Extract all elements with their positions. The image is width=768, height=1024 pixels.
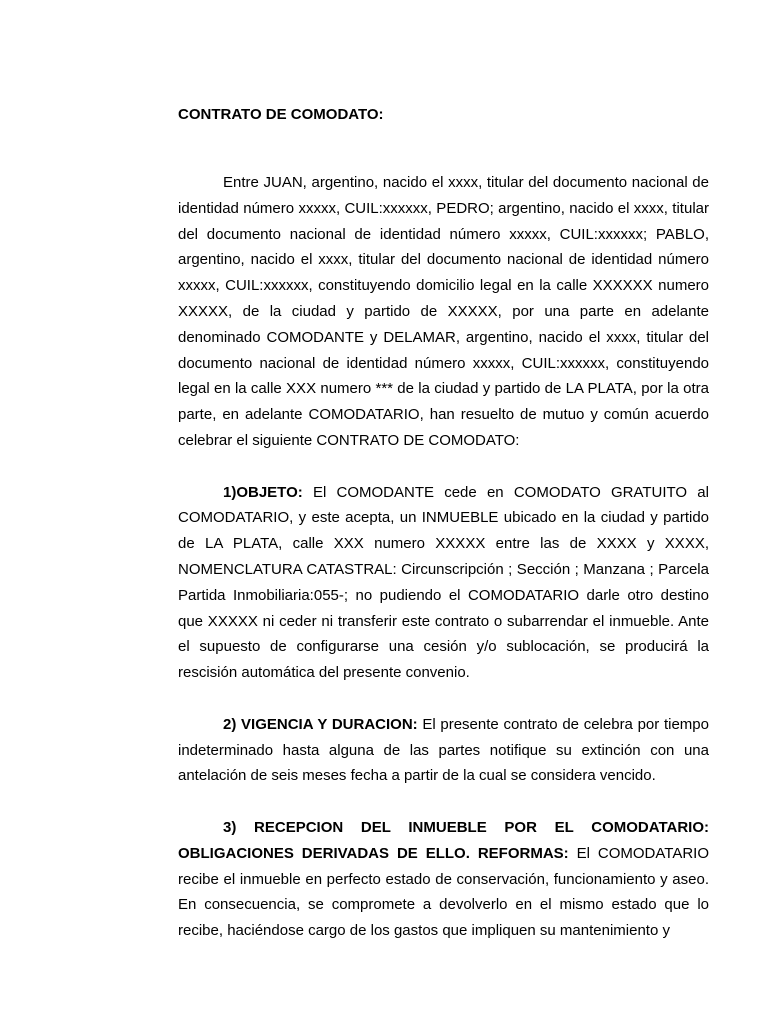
clause-3-recepcion	[178, 815, 709, 944]
clause-1-heading: 1)OBJETO:	[223, 483, 303, 501]
clause-3-heading: 3) RECEPCION DEL INMUEBLE POR EL COMODATARIO: OBLIGACIONES DERIVADAS DE ELLO. REFORMAS:	[178, 818, 709, 862]
clause-2-vigencia	[178, 712, 709, 789]
document-body	[178, 104, 709, 944]
clause-1-objeto	[178, 480, 709, 686]
clause-3-text: El COMODATARIO recibe el inmueble en perfecto estado de conservación, funcionamiento y aseo. En consecuencia, se compromete a devolverlo en el mismo estado que lo recibe, haciéndose cargo de los gastos que impliquen su mantenimiento y	[178, 844, 709, 940]
clause-2-heading: 2) VIGENCIA Y DURACION:	[223, 715, 418, 733]
document-title: CONTRATO DE COMODATO:	[178, 106, 384, 123]
clause-1-text: El COMODANTE cede en COMODATO GRATUITO al COMODATARIO, y este acepta, un INMUEBLE ubicado en la ciudad y partido de LA PLATA, calle XXX numero XXXXX entre las de XXXX y XXXX, NOMENCLATURA CATASTRAL: Circunscripción ; Sección ; Manzana ; Parcela Partida Inmobiliaria:055-; no pudiendo el COMODATARIO darle otro destino que XXXXX ni ceder ni transferir este contrato o subarrendar el inmueble. Ante el supuesto de configurarse una cesión y/o sublocación, se producirá la rescisión automática del presente convenio.	[178, 483, 709, 682]
clause-intro	[178, 170, 709, 454]
clause-2-text: El presente contrato de celebra por tiempo indeterminado hasta alguna de las partes notifique su extinción con una antelación de seis meses fecha a partir de la cual se considera vencido.	[178, 715, 709, 785]
clause-intro-text: Entre JUAN, argentino, nacido el xxxx, titular del documento nacional de identidad número xxxxx, CUIL:xxxxxx, PEDRO; argentino, nacido el xxxx, titular del documento nacional de identidad número xxxxx, CUIL:xxxxxx; PABLO, argentino, nacido el xxxx, titular del documento nacional de identidad número xxxxx, CUIL:xxxxxx, constituyendo domicilio legal en la calle XXXXXX numero XXXXX, de la ciudad y partido de XXXXX, por una parte en adelante denominado COMODANTE y DELAMAR, argentino, nacido el xxxx, titular del documento nacional de identidad número xxxxx, CUIL:xxxxxx, constituyendo legal en la calle XXX numero *** de la ciudad y partido de LA PLATA, por la otra parte, en adelante COMODATARIO, han resuelto de mutuo y común acuerdo celebrar el siguiente CONTRATO DE COMODATO:	[178, 174, 709, 449]
